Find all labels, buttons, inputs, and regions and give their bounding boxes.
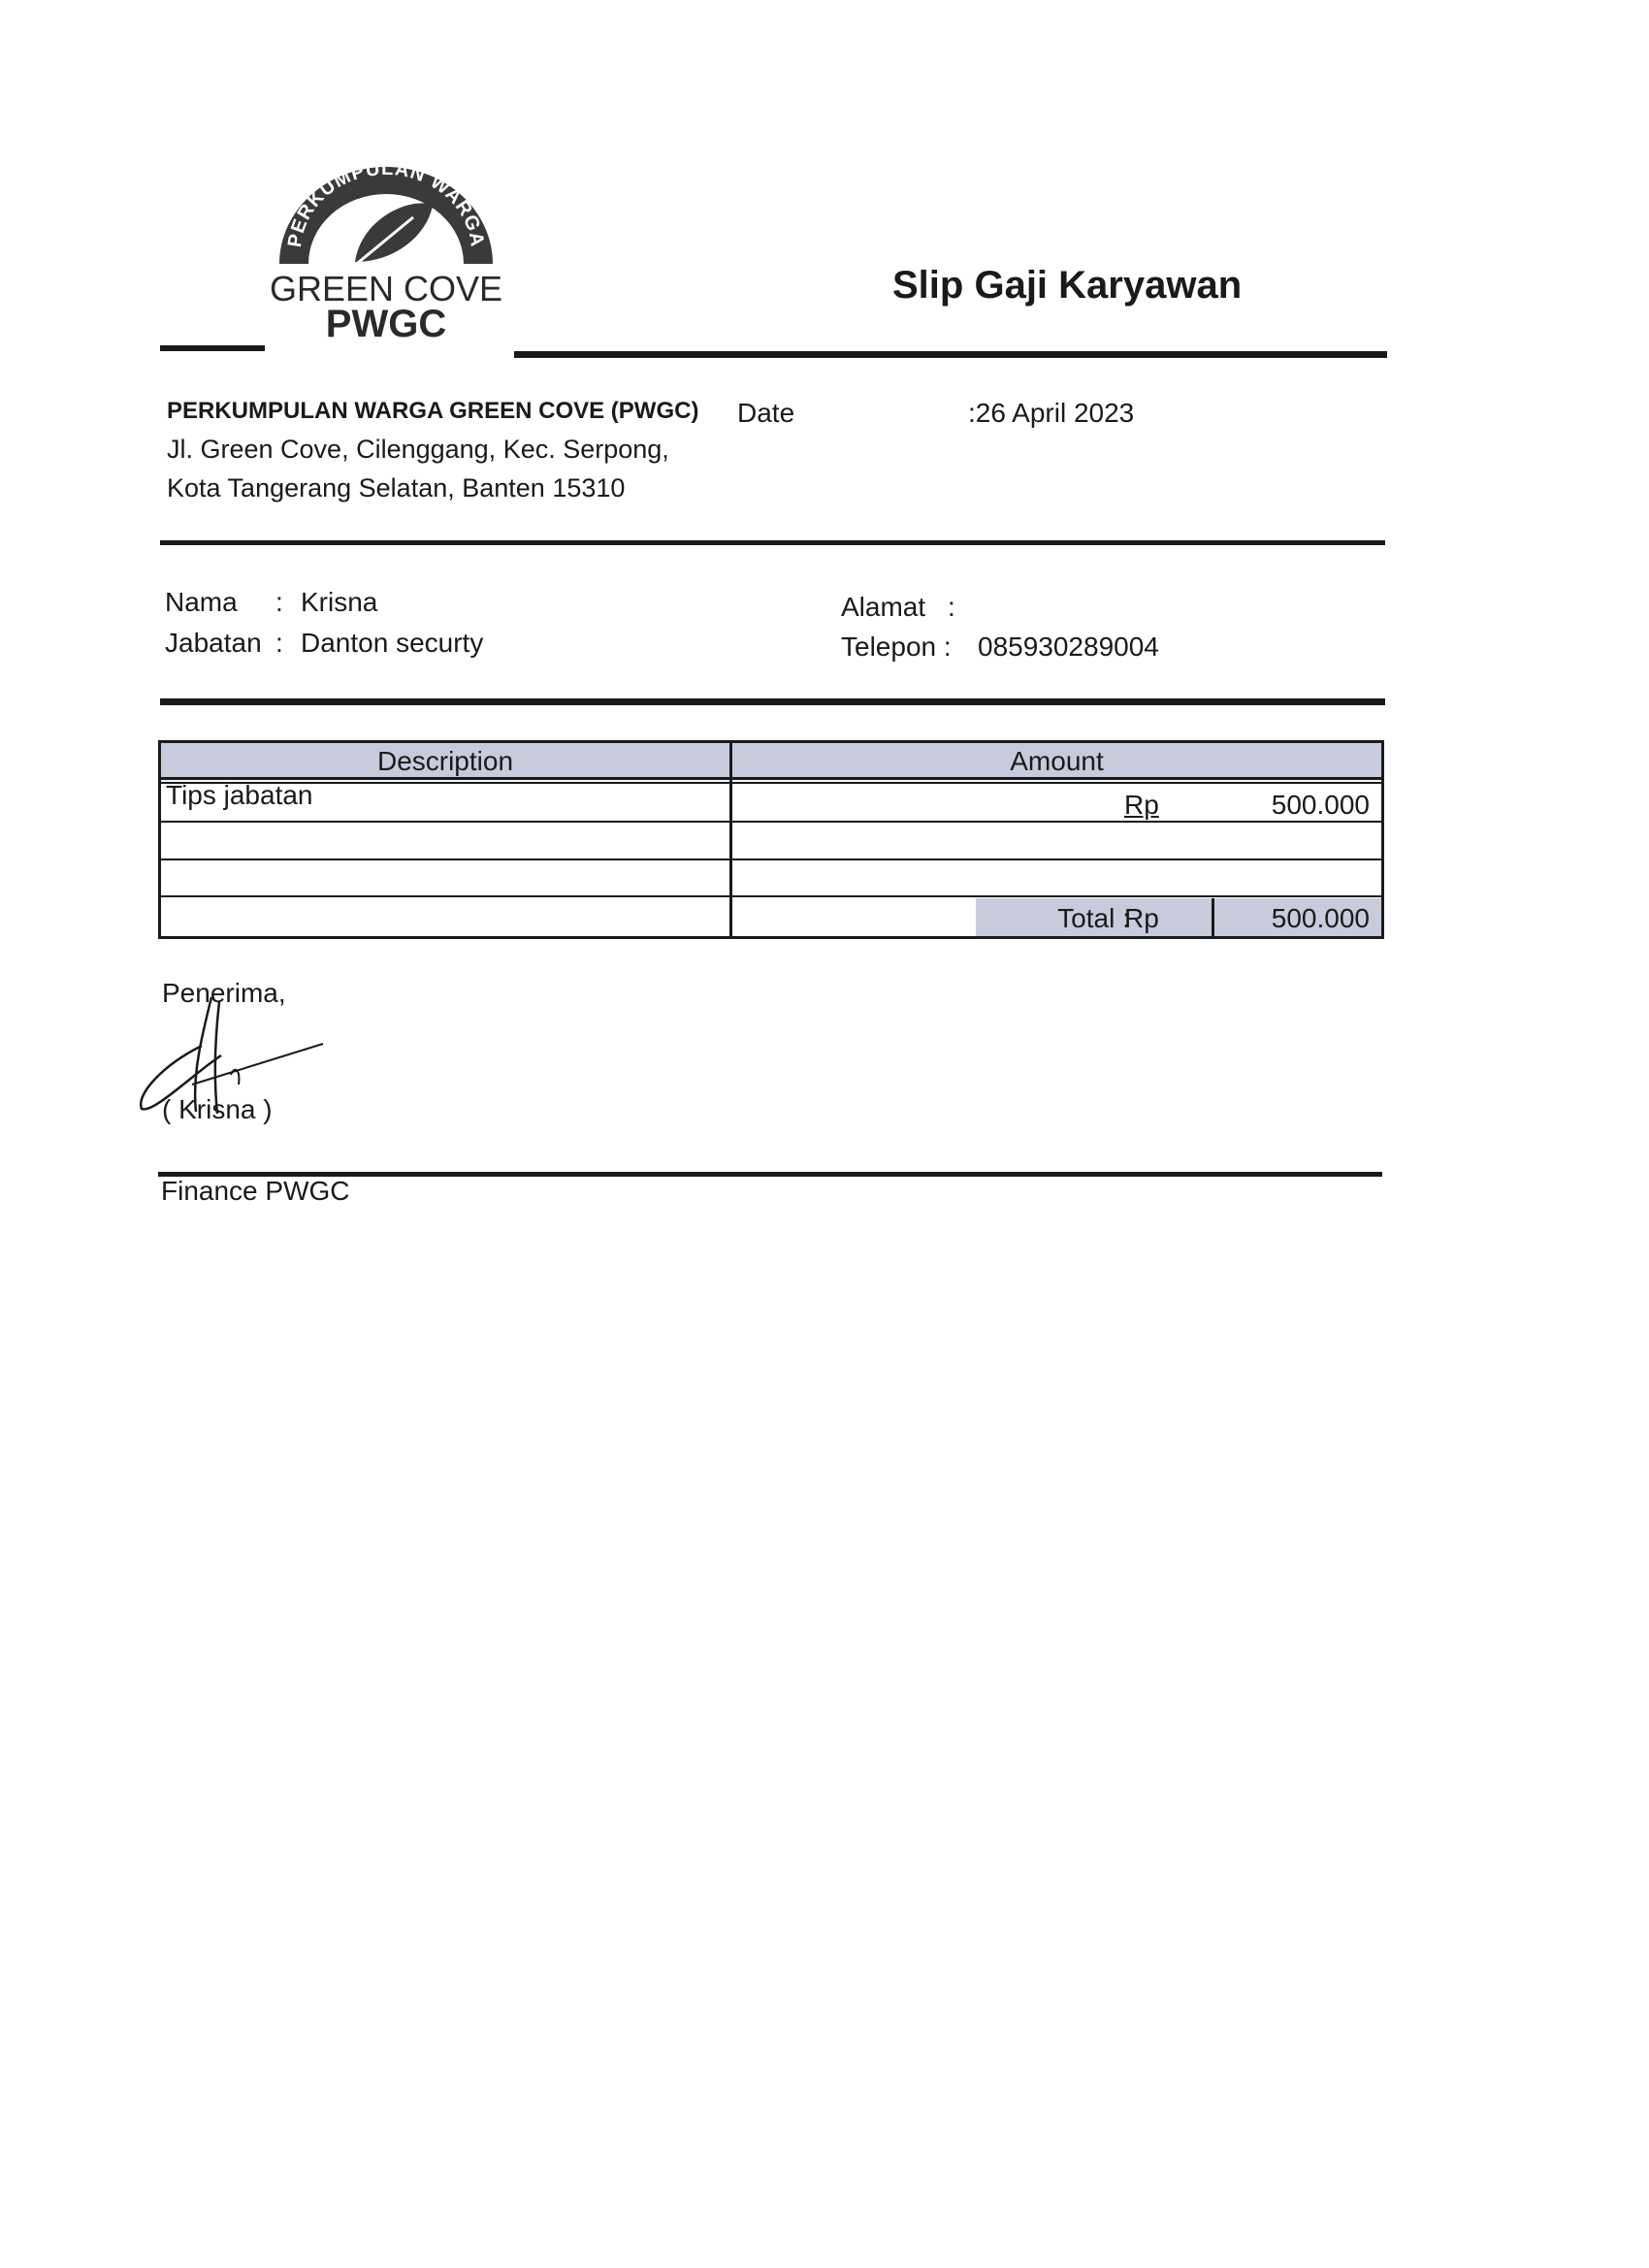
logo-arc-text: PERKUMPULAN WARGA xyxy=(283,157,489,249)
header-rule-right xyxy=(514,351,1387,358)
salary-table xyxy=(158,740,1384,939)
divider-1 xyxy=(160,540,1385,545)
jabatan-label: Jabatan xyxy=(165,628,262,658)
logo xyxy=(260,138,512,356)
nama-separator: : xyxy=(275,587,283,617)
header-description: Description xyxy=(161,743,729,780)
date-value: :26 April 2023 xyxy=(968,398,1135,428)
divider-2 xyxy=(160,698,1385,705)
row-line xyxy=(161,821,1381,823)
logo-line2: PWGC xyxy=(325,303,447,345)
row-line xyxy=(161,895,1381,897)
leaf-icon xyxy=(347,203,433,272)
logo-graphic xyxy=(260,138,512,356)
column-divider xyxy=(729,743,732,936)
row-line xyxy=(161,859,1381,860)
header-amount: Amount xyxy=(732,743,1381,780)
footer-text: Finance PWGC xyxy=(161,1176,350,1206)
telepon-value: 085930289004 xyxy=(978,632,1159,662)
alamat-separator: : xyxy=(948,592,955,622)
header-rule-left xyxy=(160,345,265,351)
org-address xyxy=(167,430,669,507)
logo-line1: GREEN COVE xyxy=(269,269,503,308)
nama-label: Nama xyxy=(165,587,238,617)
row1-amount: 500.000 xyxy=(1271,790,1370,820)
telepon-label: Telepon : xyxy=(841,632,952,662)
total-amount: 500.000 xyxy=(1271,903,1370,933)
row1-description: Tips jabatan xyxy=(166,780,313,810)
row1-currency: Rp xyxy=(1124,790,1159,820)
total-currency: Rp xyxy=(1124,903,1159,933)
nama-value: Krisna xyxy=(301,587,378,617)
row-line xyxy=(161,782,1381,784)
receiver-label: Penerima, xyxy=(162,978,286,1008)
jabatan-separator: : xyxy=(275,628,283,658)
org-address-line2: Kota Tangerang Selatan, Banten 15310 xyxy=(167,473,626,502)
alamat-label: Alamat xyxy=(841,592,926,622)
org-name: PERKUMPULAN WARGA GREEN COVE (PWGC) xyxy=(167,398,699,424)
date-label: Date xyxy=(737,398,795,428)
total-label: Total : xyxy=(1057,903,1130,933)
jabatan-value: Danton securty xyxy=(301,628,484,658)
page-title: Slip Gaji Karyawan xyxy=(892,264,1243,307)
receiver-name: ( Krisna ) xyxy=(162,1094,273,1124)
org-address-line1: Jl. Green Cove, Cilenggang, Kec. Serpong, xyxy=(167,435,669,464)
